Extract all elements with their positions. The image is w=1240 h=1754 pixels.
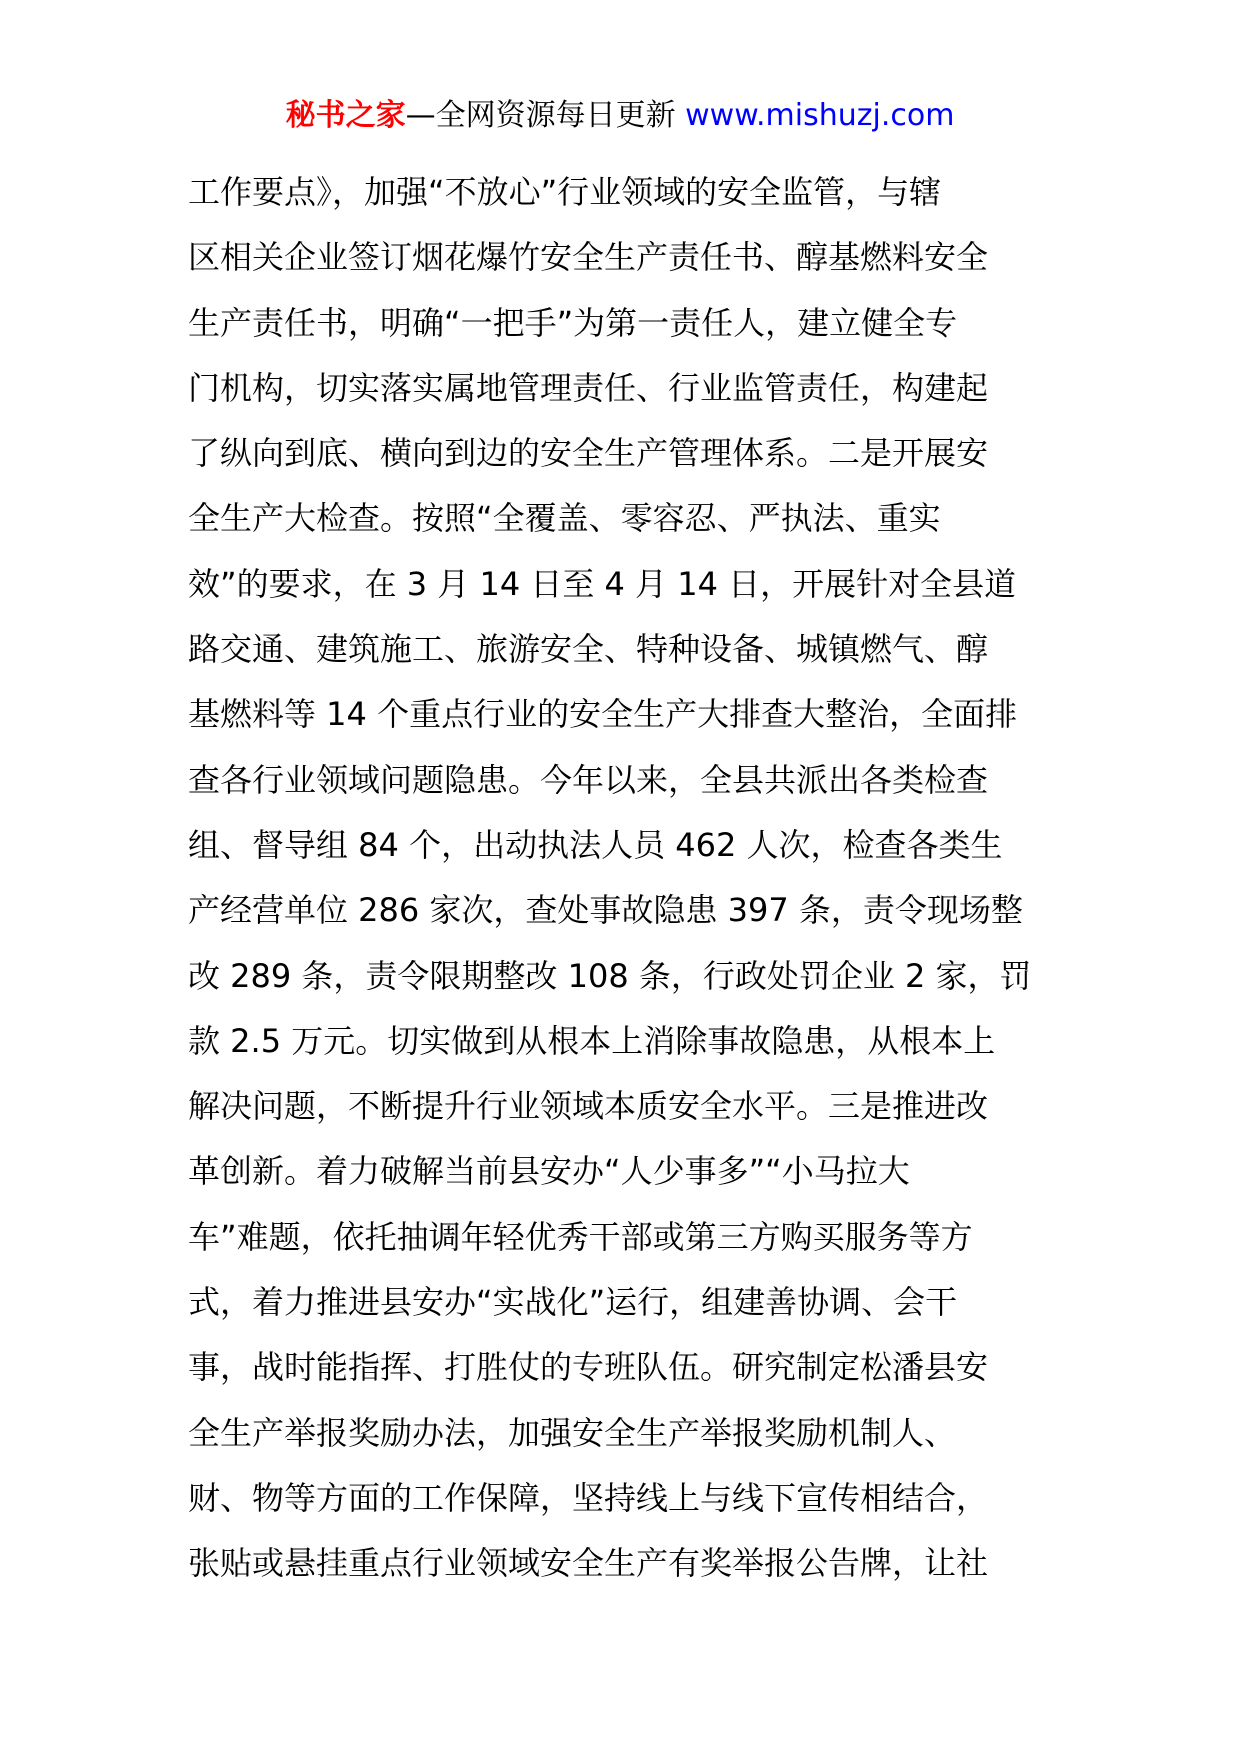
body-line: 产经营单位 286 家次，查处事故隐患 397 条，责令现场整 [188, 891, 1023, 930]
site-url-link[interactable]: www.mishuzj.com [685, 98, 955, 133]
body-line: 组、督导组 84 个，出动执法人员 462 人次，检查各类生 [188, 825, 1003, 864]
document-body [188, 160, 1058, 1597]
brand-name: 秘书之家 [285, 98, 406, 133]
body-line: 改 289 条，责令限期整改 108 条，行政处罚企业 2 家，罚 [188, 956, 1032, 995]
page-header [0, 96, 1240, 136]
body-line: 全生产举报奖励办法，加强安全生产举报奖励机制人、 [188, 1413, 957, 1452]
body-line: 款 2.5 万元。切实做到从根本上消除事故隐患，从根本上 [188, 1021, 996, 1060]
body-line: 基燃料等 14 个重点行业的安全生产大排查大整治，全面排 [188, 695, 1018, 734]
body-line: 查各行业领域问题隐患。今年以来，全县共派出各类检查 [188, 760, 989, 799]
body-line: 事，战时能指挥、打胜仗的专班队伍。研究制定松潘县安 [188, 1348, 989, 1387]
body-line: 区相关企业签订烟花爆竹安全生产责任书、醇基燃料安全 [188, 238, 989, 277]
body-line: 了纵向到底、横向到边的安全生产管理体系。二是开展安 [188, 434, 989, 473]
body-line: 车”难题，依托抽调年轻优秀干部或第三方购买服务等方 [188, 1217, 973, 1256]
body-line: 路交通、建筑施工、旅游安全、特种设备、城镇燃气、醇 [188, 630, 989, 669]
body-line: 效”的要求，在 3 月 14 日至 4 月 14 日，开展针对全县道 [188, 564, 1017, 603]
body-line: 张贴或悬挂重点行业领域安全生产有奖举报公告牌，让社 [188, 1544, 989, 1583]
body-line: 财、物等方面的工作保障，坚持线上与线下宣传相结合， [188, 1478, 989, 1517]
body-line: 式，着力推进县安办“实战化”运行，组建善协调、会干 [188, 1283, 958, 1322]
body-line: 革创新。着力破解当前县安办“人少事多”“小马拉大 [188, 1152, 910, 1191]
body-line: 解决问题，不断提升行业领域本质安全水平。三是推进改 [188, 1087, 989, 1126]
body-line: 全生产大检查。按照“全覆盖、零容忍、严执法、重实 [188, 499, 941, 538]
body-line: 门机构，切实落实属地管理责任、行业监管责任，构建起 [188, 368, 989, 407]
header-tagline: —全网资源每日更新 [405, 98, 686, 133]
body-line: 生产责任书，明确“一把手”为第一责任人，建立健全专 [188, 303, 958, 342]
body-line: 工作要点》，加强“不放心”行业领域的安全监管，与辖 [188, 173, 942, 211]
